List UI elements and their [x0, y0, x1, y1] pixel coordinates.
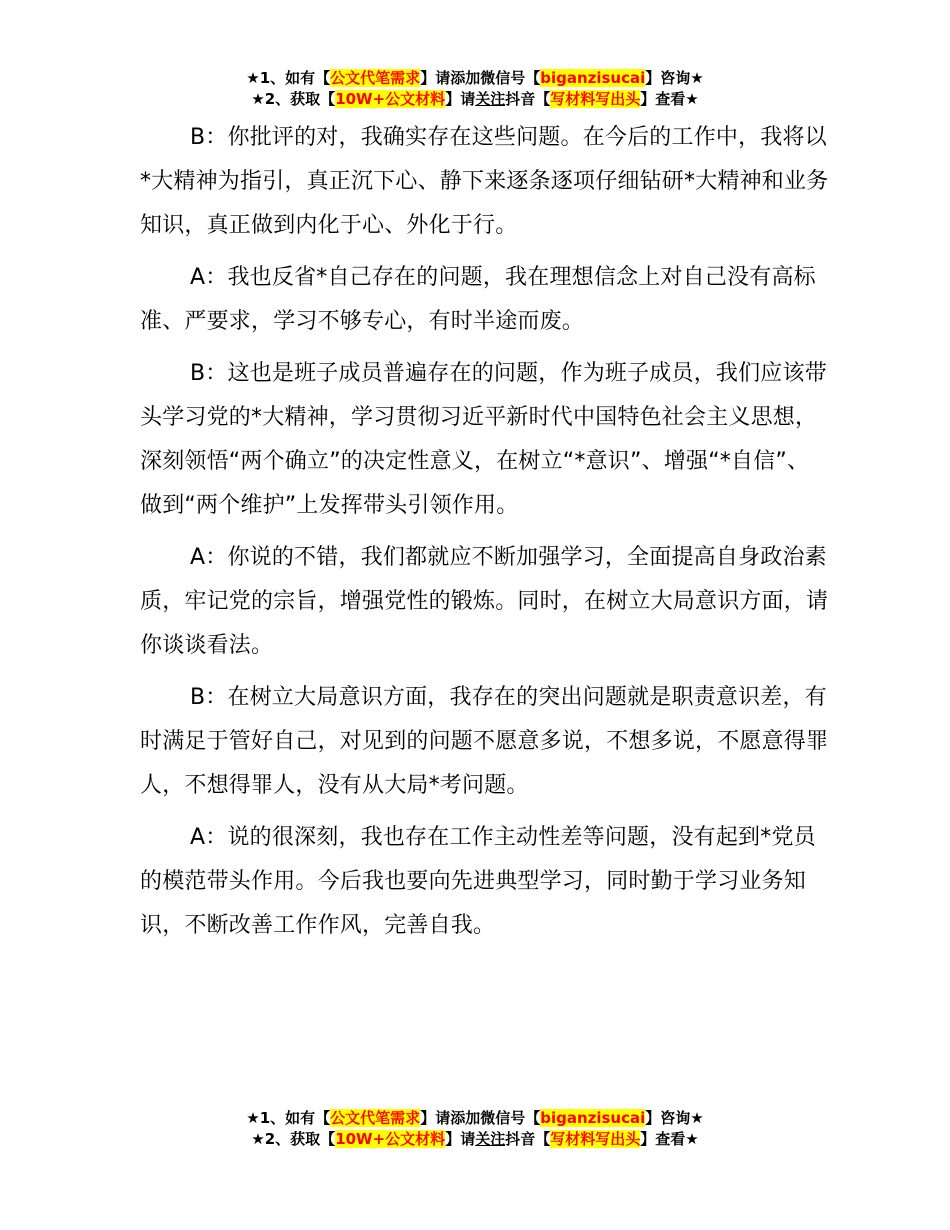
- banner-text: 】请: [445, 90, 476, 108]
- banner-text: 】请添加微信号【: [420, 69, 541, 87]
- highlight-ghostwriting: 公文代笔需求: [330, 1109, 421, 1127]
- star-icon: ★: [246, 1109, 260, 1127]
- banner-text: 2、获取【: [264, 1130, 336, 1148]
- header-banner: [0, 68, 950, 110]
- star-icon: ★: [251, 1130, 265, 1148]
- banner-line-1: [0, 1108, 950, 1129]
- star-icon: ★: [246, 69, 260, 87]
- highlight-ghostwriting: 公文代笔需求: [330, 69, 421, 87]
- highlight-materials: 10W+公文材料: [335, 1130, 446, 1148]
- document-body: [140, 116, 830, 956]
- banner-text: 抖音【: [505, 1130, 551, 1148]
- banner-text: 1、如有【: [259, 1109, 331, 1127]
- banner-line-1: [0, 68, 950, 89]
- star-icon: ★: [251, 90, 265, 108]
- banner-text: 】请添加微信号【: [420, 1109, 541, 1127]
- footer-banner: [0, 1108, 950, 1150]
- banner-text: 】查看★: [640, 90, 699, 108]
- paragraph-6: A：说的很深刻，我也存在工作主动性差等问题，没有起到*党员的模范带头作用。今后我也要向先进典型学习，同时勤于学习业务知识，不断改善工作作风，完善自我。: [140, 825, 816, 938]
- highlight-wechat-id: biganzisucai: [540, 69, 646, 87]
- paragraph-2: A：我也反省*自己存在的问题，我在理想信念上对自己没有高标准、严要求，学习不够专心，有时半途而废。: [140, 265, 816, 334]
- banner-text: 】查看★: [640, 1130, 699, 1148]
- underlined-follow: 关注: [475, 90, 506, 108]
- banner-text: 】请: [445, 1130, 476, 1148]
- paragraph-1: B：你批评的对，我确实存在这些问题。在今后的工作中，我将以*大精神为指引，真正沉下心、静下来逐条逐项仔细钻研*大精神和业务知识，真正做到内化于心、外化于行。: [140, 125, 829, 238]
- highlight-douyin-account: 写材料写出头: [550, 90, 641, 108]
- banner-text: 抖音【: [505, 90, 551, 108]
- highlight-douyin-account: 写材料写出头: [550, 1130, 641, 1148]
- paragraph-5: B：在树立大局意识方面，我存在的突出问题就是职责意识差，有时满足于管好自己，对见到的问题不愿意多说，不想多说，不愿意得罪人，不想得罪人，没有从大局*考问题。: [140, 685, 829, 798]
- highlight-wechat-id: biganzisucai: [540, 1109, 646, 1127]
- paragraph-3: B：这也是班子成员普遍存在的问题，作为班子成员，我们应该带头学习党的*大精神，学习贯彻习近平新时代中国特色社会主义思想，深刻领悟“两个确立”的决定性意义，在树立“*意识”、增强“*自信”、做到“两个维护”上发挥带头引领作用。: [140, 361, 827, 518]
- banner-text: 1、如有【: [259, 69, 331, 87]
- paragraph-4: A：你说的不错，我们都就应不断加强学习，全面提高自身政治素质，牢记党的宗旨，增强党性的锻炼。同时，在树立大局意识方面，请你谈谈看法。: [140, 545, 829, 658]
- banner-text: 】咨询★: [645, 69, 704, 87]
- underlined-follow: 关注: [475, 1130, 506, 1148]
- banner-line-2: [0, 89, 950, 110]
- banner-text: 】咨询★: [645, 1109, 704, 1127]
- banner-text: 2、获取【: [264, 90, 336, 108]
- highlight-materials: 10W+公文材料: [335, 90, 446, 108]
- banner-line-2: [0, 1129, 950, 1150]
